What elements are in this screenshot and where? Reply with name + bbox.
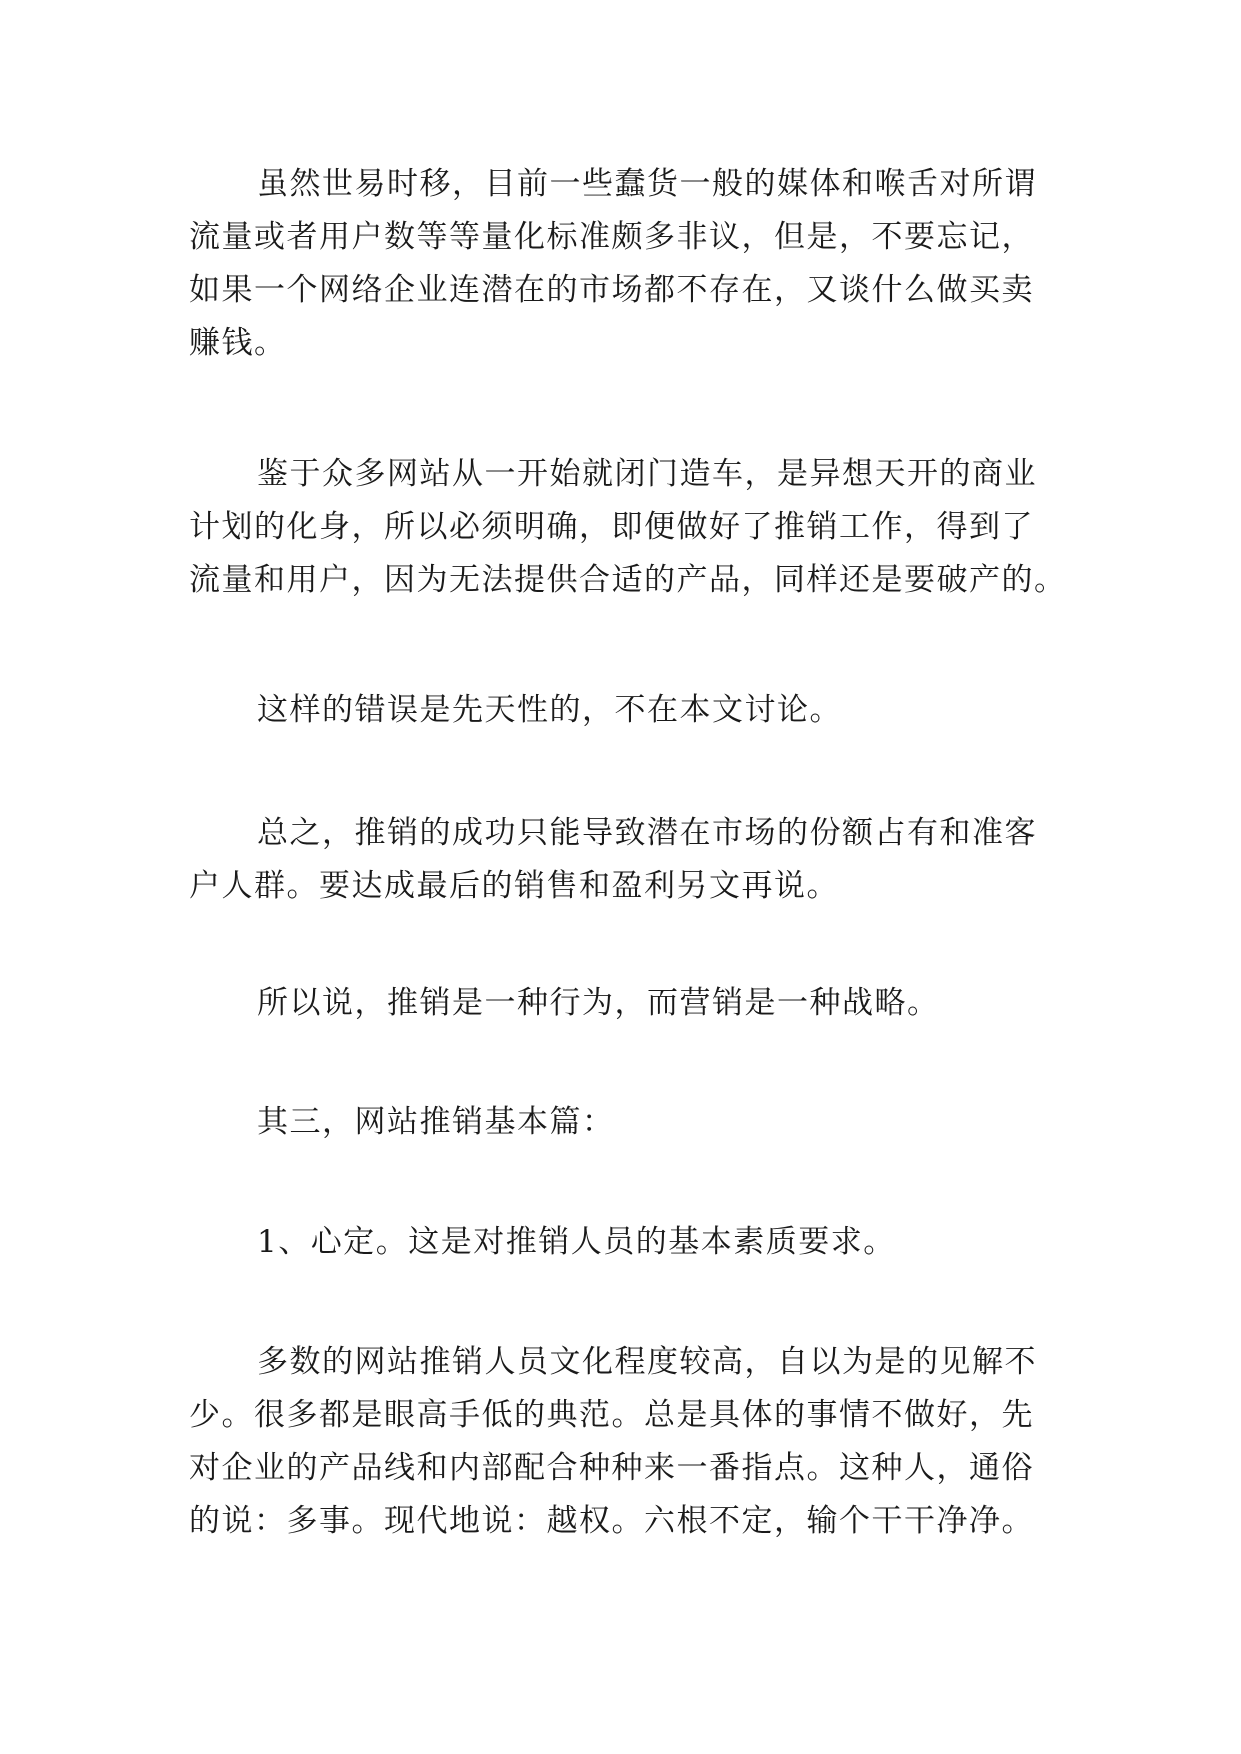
paragraph-line: 如果一个网络企业连潜在的市场都不存在，又谈什么做买卖 bbox=[189, 272, 1034, 308]
paragraph-line: 鉴于众多网站从一开始就闭门造车，是异想天开的商业 bbox=[257, 456, 1037, 492]
paragraph-line: 赚钱。 bbox=[189, 325, 287, 361]
paragraph-line: 户人群。要达成最后的销售和盈利另文再说。 bbox=[189, 868, 839, 904]
paragraph-line: 的说：多事。现代地说：越权。六根不定，输个干干净净。 bbox=[189, 1503, 1034, 1539]
paragraph-line: 所以说，推销是一种行为，而营销是一种战略。 bbox=[257, 985, 940, 1021]
paragraph-line: 少。很多都是眼高手低的典范。总是具体的事情不做好，先 bbox=[189, 1397, 1034, 1433]
paragraph-2 bbox=[189, 448, 1069, 607]
paragraph-5 bbox=[189, 977, 1069, 1030]
paragraph-line: 对企业的产品线和内部配合种种来一番指点。这种人，通俗 bbox=[189, 1450, 1034, 1486]
paragraph-line: 计划的化身，所以必须明确，即便做好了推销工作，得到了 bbox=[189, 509, 1034, 545]
list-item-line: 1、心定。这是对推销人员的基本素质要求。 bbox=[257, 1224, 896, 1260]
paragraph-line: 虽然世易时移，目前一些蠢货一般的媒体和喉舌对所谓 bbox=[257, 166, 1037, 202]
paragraph-line: 流量和用户，因为无法提供合适的产品，同样还是要破产的。 bbox=[189, 562, 1067, 598]
list-item-1 bbox=[189, 1216, 1069, 1269]
paragraph-3 bbox=[189, 684, 1069, 737]
paragraph-line: 这样的错误是先天性的，不在本文讨论。 bbox=[257, 692, 842, 728]
paragraph-line: 多数的网站推销人员文化程度较高，自以为是的见解不 bbox=[257, 1344, 1037, 1380]
paragraph-4 bbox=[189, 807, 1069, 913]
paragraph-8 bbox=[189, 1336, 1069, 1548]
paragraph-1 bbox=[189, 158, 1069, 370]
paragraph-line: 总之，推销的成功只能导致潜在市场的份额占有和准客 bbox=[257, 815, 1037, 851]
section-heading bbox=[189, 1096, 1069, 1149]
paragraph-line: 流量或者用户数等等量化标准颇多非议，但是，不要忘记， bbox=[189, 219, 1034, 255]
heading-line: 其三，网站推销基本篇： bbox=[257, 1104, 615, 1140]
